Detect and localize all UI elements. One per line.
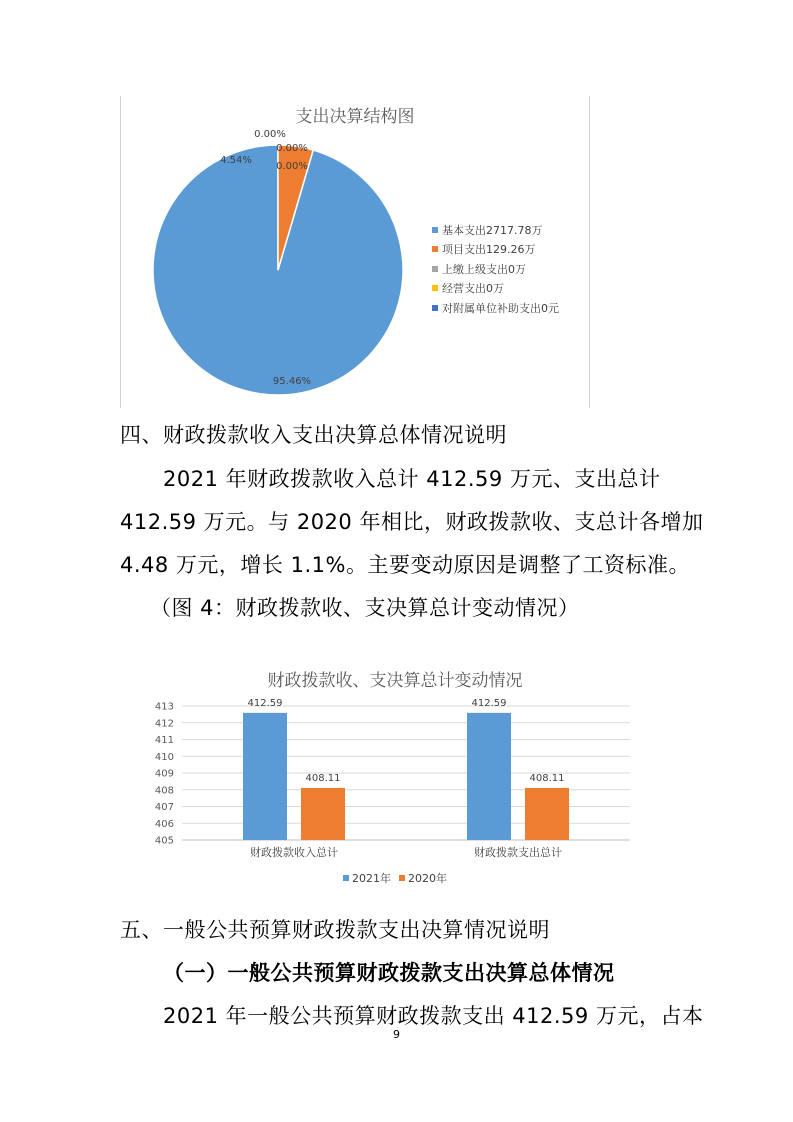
- legend-swatch-icon: [432, 227, 438, 233]
- pie-legend-label: 项目支出129.26万: [442, 243, 536, 257]
- bar-legend-item-1: [399, 870, 447, 886]
- bar-chart-legend: [150, 870, 640, 886]
- legend-swatch-icon: [432, 266, 438, 272]
- bar-1-0: [467, 713, 511, 840]
- paragraph-2-line-1: 2021 年一般公共预算财政拨款支出 412.59 万元，占本: [163, 1004, 704, 1028]
- bar-legend-label: 2020年: [408, 872, 447, 885]
- legend-swatch-icon: [343, 875, 349, 881]
- x-category-label: 财政拨款收入总计: [250, 846, 338, 859]
- pie-legend-item-4: [432, 298, 559, 318]
- bar-chart-plot: [150, 658, 640, 896]
- pie-chart-title: 支出决算结构图: [295, 107, 415, 127]
- pie-legend-item-0: [432, 220, 559, 240]
- pie-chart-figure: [120, 96, 590, 408]
- page-number: 9: [393, 1028, 400, 1041]
- pie-slice-label-1: 4.54%: [220, 155, 252, 166]
- pie-legend-item-2: [432, 259, 559, 279]
- legend-swatch-icon: [432, 305, 438, 311]
- bar-legend-item-0: [343, 870, 391, 886]
- y-tick-label: 411: [154, 735, 174, 746]
- bar-chart-figure: [150, 658, 640, 896]
- bar-data-label: 408.11: [529, 772, 565, 784]
- pie-legend-item-1: [432, 240, 559, 260]
- bar-chart-title: 财政拨款收、支决算总计变动情况: [267, 671, 523, 691]
- pie-slice-label-0: 95.46%: [272, 376, 312, 387]
- y-tick-label: 407: [154, 802, 174, 813]
- bar-data-label: 412.59: [471, 697, 507, 709]
- bar-data-label: 408.11: [305, 772, 341, 784]
- pie-slice-label-3: 0.00%: [276, 143, 308, 154]
- legend-swatch-icon: [432, 246, 438, 252]
- pie-legend-label: 对附属单位补助支出0元: [442, 301, 559, 315]
- bar-1-1: [525, 788, 569, 840]
- y-tick-label: 412: [154, 718, 174, 730]
- x-category-label: 财政拨款支出总计: [474, 846, 562, 859]
- legend-swatch-icon: [432, 285, 438, 291]
- pie-legend-label: 基本支出2717.78万: [442, 223, 543, 237]
- pie-legend-label: 经营支出0万: [442, 282, 504, 296]
- paragraph-1-line-2: 412.59 万元。与 2020 年相比，财政拨款收、支总计各增加: [120, 510, 704, 534]
- pie-chart-legend: [432, 220, 559, 318]
- bar-data-label: 412.59: [247, 697, 283, 709]
- y-tick-label: 410: [154, 751, 174, 763]
- y-tick-label: 409: [154, 768, 174, 780]
- y-tick-label: 406: [154, 818, 174, 830]
- y-tick-label: 413: [154, 701, 174, 713]
- section-heading-5: 五、一般公共预算财政拨款支出决算情况说明: [120, 918, 550, 942]
- y-tick-label: 408: [154, 785, 174, 797]
- y-tick-label: 405: [154, 835, 174, 847]
- pie-legend-label: 上缴上级支出0万: [442, 262, 526, 276]
- paragraph-1-line-3: 4.48 万元，增长 1.1%。主要变动原因是调整了工资标准。: [120, 553, 690, 577]
- section-heading-4: 四、财政拨款收入支出决算总体情况说明: [120, 423, 507, 447]
- legend-swatch-icon: [399, 875, 405, 881]
- bar-0-1: [301, 788, 345, 840]
- figure-4-caption: （图 4：财政拨款收、支决算总计变动情况）: [150, 596, 580, 620]
- pie-slice-label-4: 0.00%: [276, 161, 308, 172]
- bar-0-0: [243, 713, 287, 840]
- paragraph-1-line-1: 2021 年财政拨款收入总计 412.59 万元、支出总计: [163, 467, 661, 491]
- bar-legend-label: 2021年: [352, 872, 391, 885]
- subheading-1: （一）一般公共预算财政拨款支出决算总体情况: [163, 961, 615, 985]
- pie-slice-label-2: 0.00%: [254, 129, 286, 140]
- pie-legend-item-3: [432, 279, 559, 299]
